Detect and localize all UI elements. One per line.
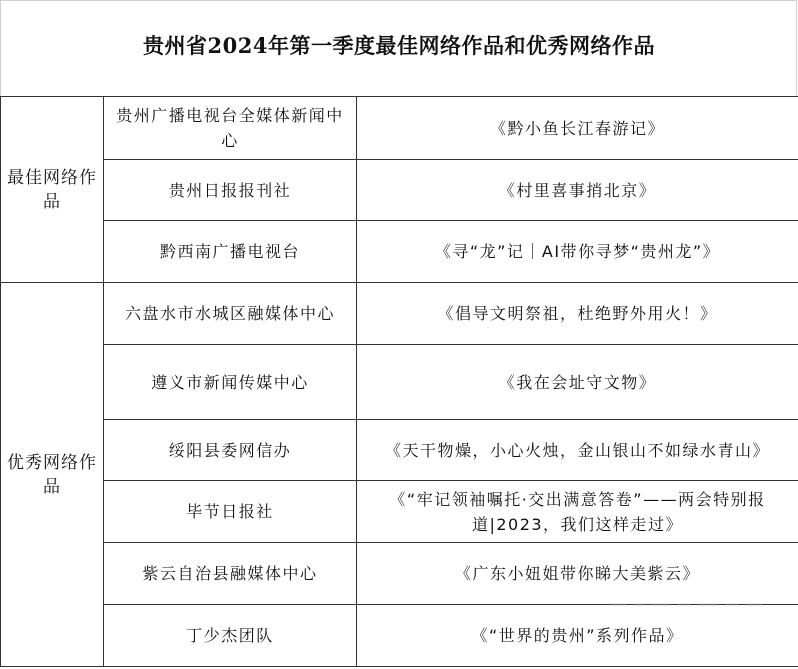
unit-cell: 丁少杰团队 [104, 605, 357, 667]
awards-table [0, 96, 798, 667]
unit-cell: 毕节日报社 [104, 481, 357, 543]
work-cell: 《广东小妞姐带你睇大美紫云》 [357, 543, 798, 605]
category-cell: 优秀网络作品 [1, 283, 104, 667]
work-cell: 《“世界的贵州”系列作品》 [357, 605, 798, 667]
unit-cell: 黔西南广播电视台 [104, 221, 357, 283]
table-row [1, 97, 798, 160]
table-row [1, 481, 798, 543]
work-cell: 《天干物燥，小心火烛，金山银山不如绿水青山》 [357, 420, 798, 481]
table-row [1, 605, 798, 667]
watermark [612, 597, 772, 613]
unit-cell: 贵州日报报刊社 [104, 160, 357, 221]
table-row [1, 283, 798, 345]
work-cell: 《我在会址守文物》 [357, 345, 798, 420]
work-cell: 《村里喜事捎北京》 [357, 160, 798, 221]
work-cell: 《倡导文明祭祖，杜绝野外用火！》 [357, 283, 798, 345]
unit-cell: 遵义市新闻传媒中心 [104, 345, 357, 420]
table-row [1, 345, 798, 420]
category-cell: 最佳网络作品 [1, 97, 104, 283]
table-row [1, 543, 798, 605]
table-row [1, 160, 798, 221]
table-row [1, 221, 798, 283]
work-cell: 《“牢记领袖嘱托·交出满意答卷”——两会特别报道|2023，我们这样走过》 [357, 481, 798, 543]
unit-cell: 贵州广播电视台全媒体新闻中心 [104, 97, 357, 160]
unit-cell: 紫云自治县融媒体中心 [104, 543, 357, 605]
document-title: 贵州省2024年第一季度最佳网络作品和优秀网络作品 [143, 33, 655, 58]
work-cell: 《寻“龙”记｜AI带你寻梦“贵州龙”》 [357, 221, 798, 283]
work-cell: 《黔小鱼长江春游记》 [357, 97, 798, 160]
unit-cell: 绥阳县委网信办 [104, 420, 357, 481]
table-row [1, 420, 798, 481]
unit-cell: 六盘水市水城区融媒体中心 [104, 283, 357, 345]
